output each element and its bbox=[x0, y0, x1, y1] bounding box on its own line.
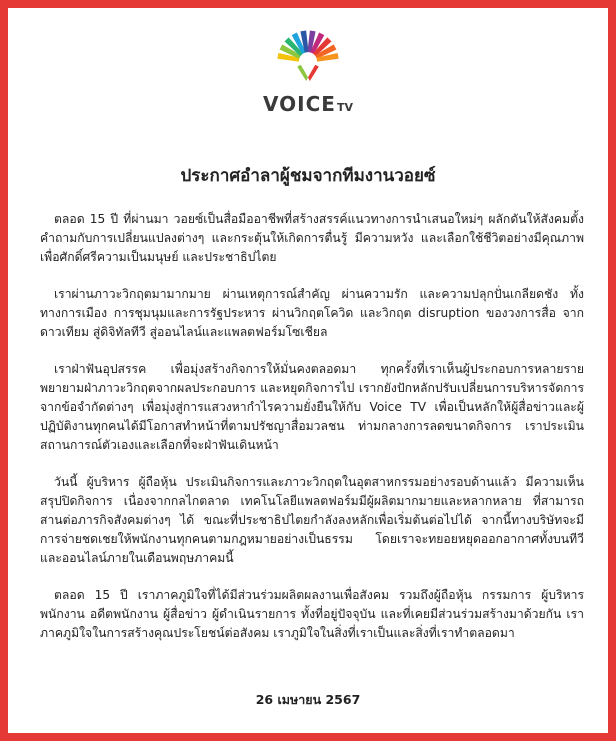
voice-tv-logo bbox=[8, 18, 608, 116]
logo-wordmark bbox=[263, 92, 353, 116]
page-title: ประกาศอำลาผู้ชมจากทีมงานวอยซ์ bbox=[180, 166, 436, 186]
announcement-date: 26 เมษายน 2567 bbox=[255, 692, 361, 707]
paragraph-4: วันนี้ ผู้บริหาร ผู้ถือหุ้น ประเมินกิจการและภาวะวิกฤตในอุตสาหกรรมอย่างรอบด้านแล้ว มีความเห็นสรุปปิดกิจการ เนื่องจากกลไกตลาด เทคโนโลยีแพลตฟอร์มมีผู้ผลิตมากมายและหลากหลาย ที่สามารถสานต่อภารกิจสังคมต่างๆ ได้ ขณะที่ประชาธิปไตยกำลังลงหลักเพื่อเริ่มต้นต่อไปได้ จากนี้ทางบริษัทจะมีการจ่ายชดเชยให้พนักงานทุกคนตามกฎหมายอย่างเป็นธรรม โดยเราจะทยอยหยุดออกอากาศทั้งบนทีวีและออนไลน์ภายในเดือนพฤษภาคมนี้ bbox=[40, 475, 584, 565]
paragraph-3: เราฝ่าฟันอุปสรรค เพื่อมุ่งสร้างกิจการให้มั่นคงตลอดมา ทุกครั้งที่เราเห็นผู้ประกอบการหลายรายพยายามฝ่าภาวะวิกฤตจากผลประกอบการ และหยุดกิจการไป เรากยังปักหลักปรับเปลี่ยนการบริหารจัดการจากข้อจำกัดต่างๆ เพื่อมุ่งสู่การแสวงหากำไรความยั่งยืนให้กับ Voice TV เพื่อเป็นหลักให้ผู้สื่อข่าวและผู้ปฏิบัติงานทุกคนได้มีโอกาสทำหน้าที่ตามปรัชญาสื่อมวลชน ท่ามกลางการลดขนาดกิจการ เราประเมินสถานการณ์ตัวเองและเลือกที่จะฝ่าฟันเดินหน้า bbox=[40, 362, 584, 452]
logo-brand: VOICE bbox=[263, 92, 336, 116]
paragraph-1: ตลอด 15 ปี ที่ผ่านมา วอยซ์เป็นสื่อมืออาชีพที่สร้างสรรค์แนวทางการนำเสนอใหม่ๆ ผลักดันให้สังคมตั้งคำถามกับการเปลี่ยนแปลงต่างๆ และกระตุ้นให้เกิดการตื่นรู้ มีความหวัง และเลือกใช้ชีวิตอย่างมีคุณภาพ เพื่อศักดิ์ศรีความเป็นมนุษย์ และประชาธิปไตย bbox=[40, 212, 584, 264]
logo-v-stroke bbox=[297, 65, 308, 81]
logo-v-stroke bbox=[308, 65, 319, 81]
announcement-body bbox=[40, 210, 584, 661]
voice-tv-burst-icon bbox=[272, 18, 344, 90]
paragraph-5: ตลอด 15 ปี เราภาคภูมิใจที่ได้มีส่วนร่วมผลิตผลงานเพื่อสังคม รวมถึงผู้ถือหุ้น กรรมการ ผู้บริหาร พนักงาน อดีตพนักงาน ผู้สื่อข่าว ผู้ดำเนินรายการ ทั้งที่อยู่ปัจจุบัน และที่เคยมีส่วนร่วมสร้างมาด้วยกัน เราภาคภูมิใจในการสร้างคุณประโยชน์ต่อสังคม เราภูมิใจในสิ่งที่เราเป็นและสิ่งที่เราทำตลอดมา bbox=[40, 588, 584, 640]
logo-suffix: TV bbox=[336, 101, 353, 114]
announcement-card bbox=[8, 8, 608, 733]
paragraph-2: เราผ่านภาวะวิกฤตมามากมาย ผ่านเหตุการณ์สำคัญ ผ่านความรัก และความปลุกปั่นเกลียดชัง ทั้งทางการเมือง การชุมนุมและการรัฐประหาร ผ่านวิกฤตโควิด และวิกฤต disruption ของวงการสื่อ จากดาวเทียม สู่ดิจิทัลทีวี สู่ออนไลน์และแพลตฟอร์มโซเชียล bbox=[40, 287, 584, 339]
